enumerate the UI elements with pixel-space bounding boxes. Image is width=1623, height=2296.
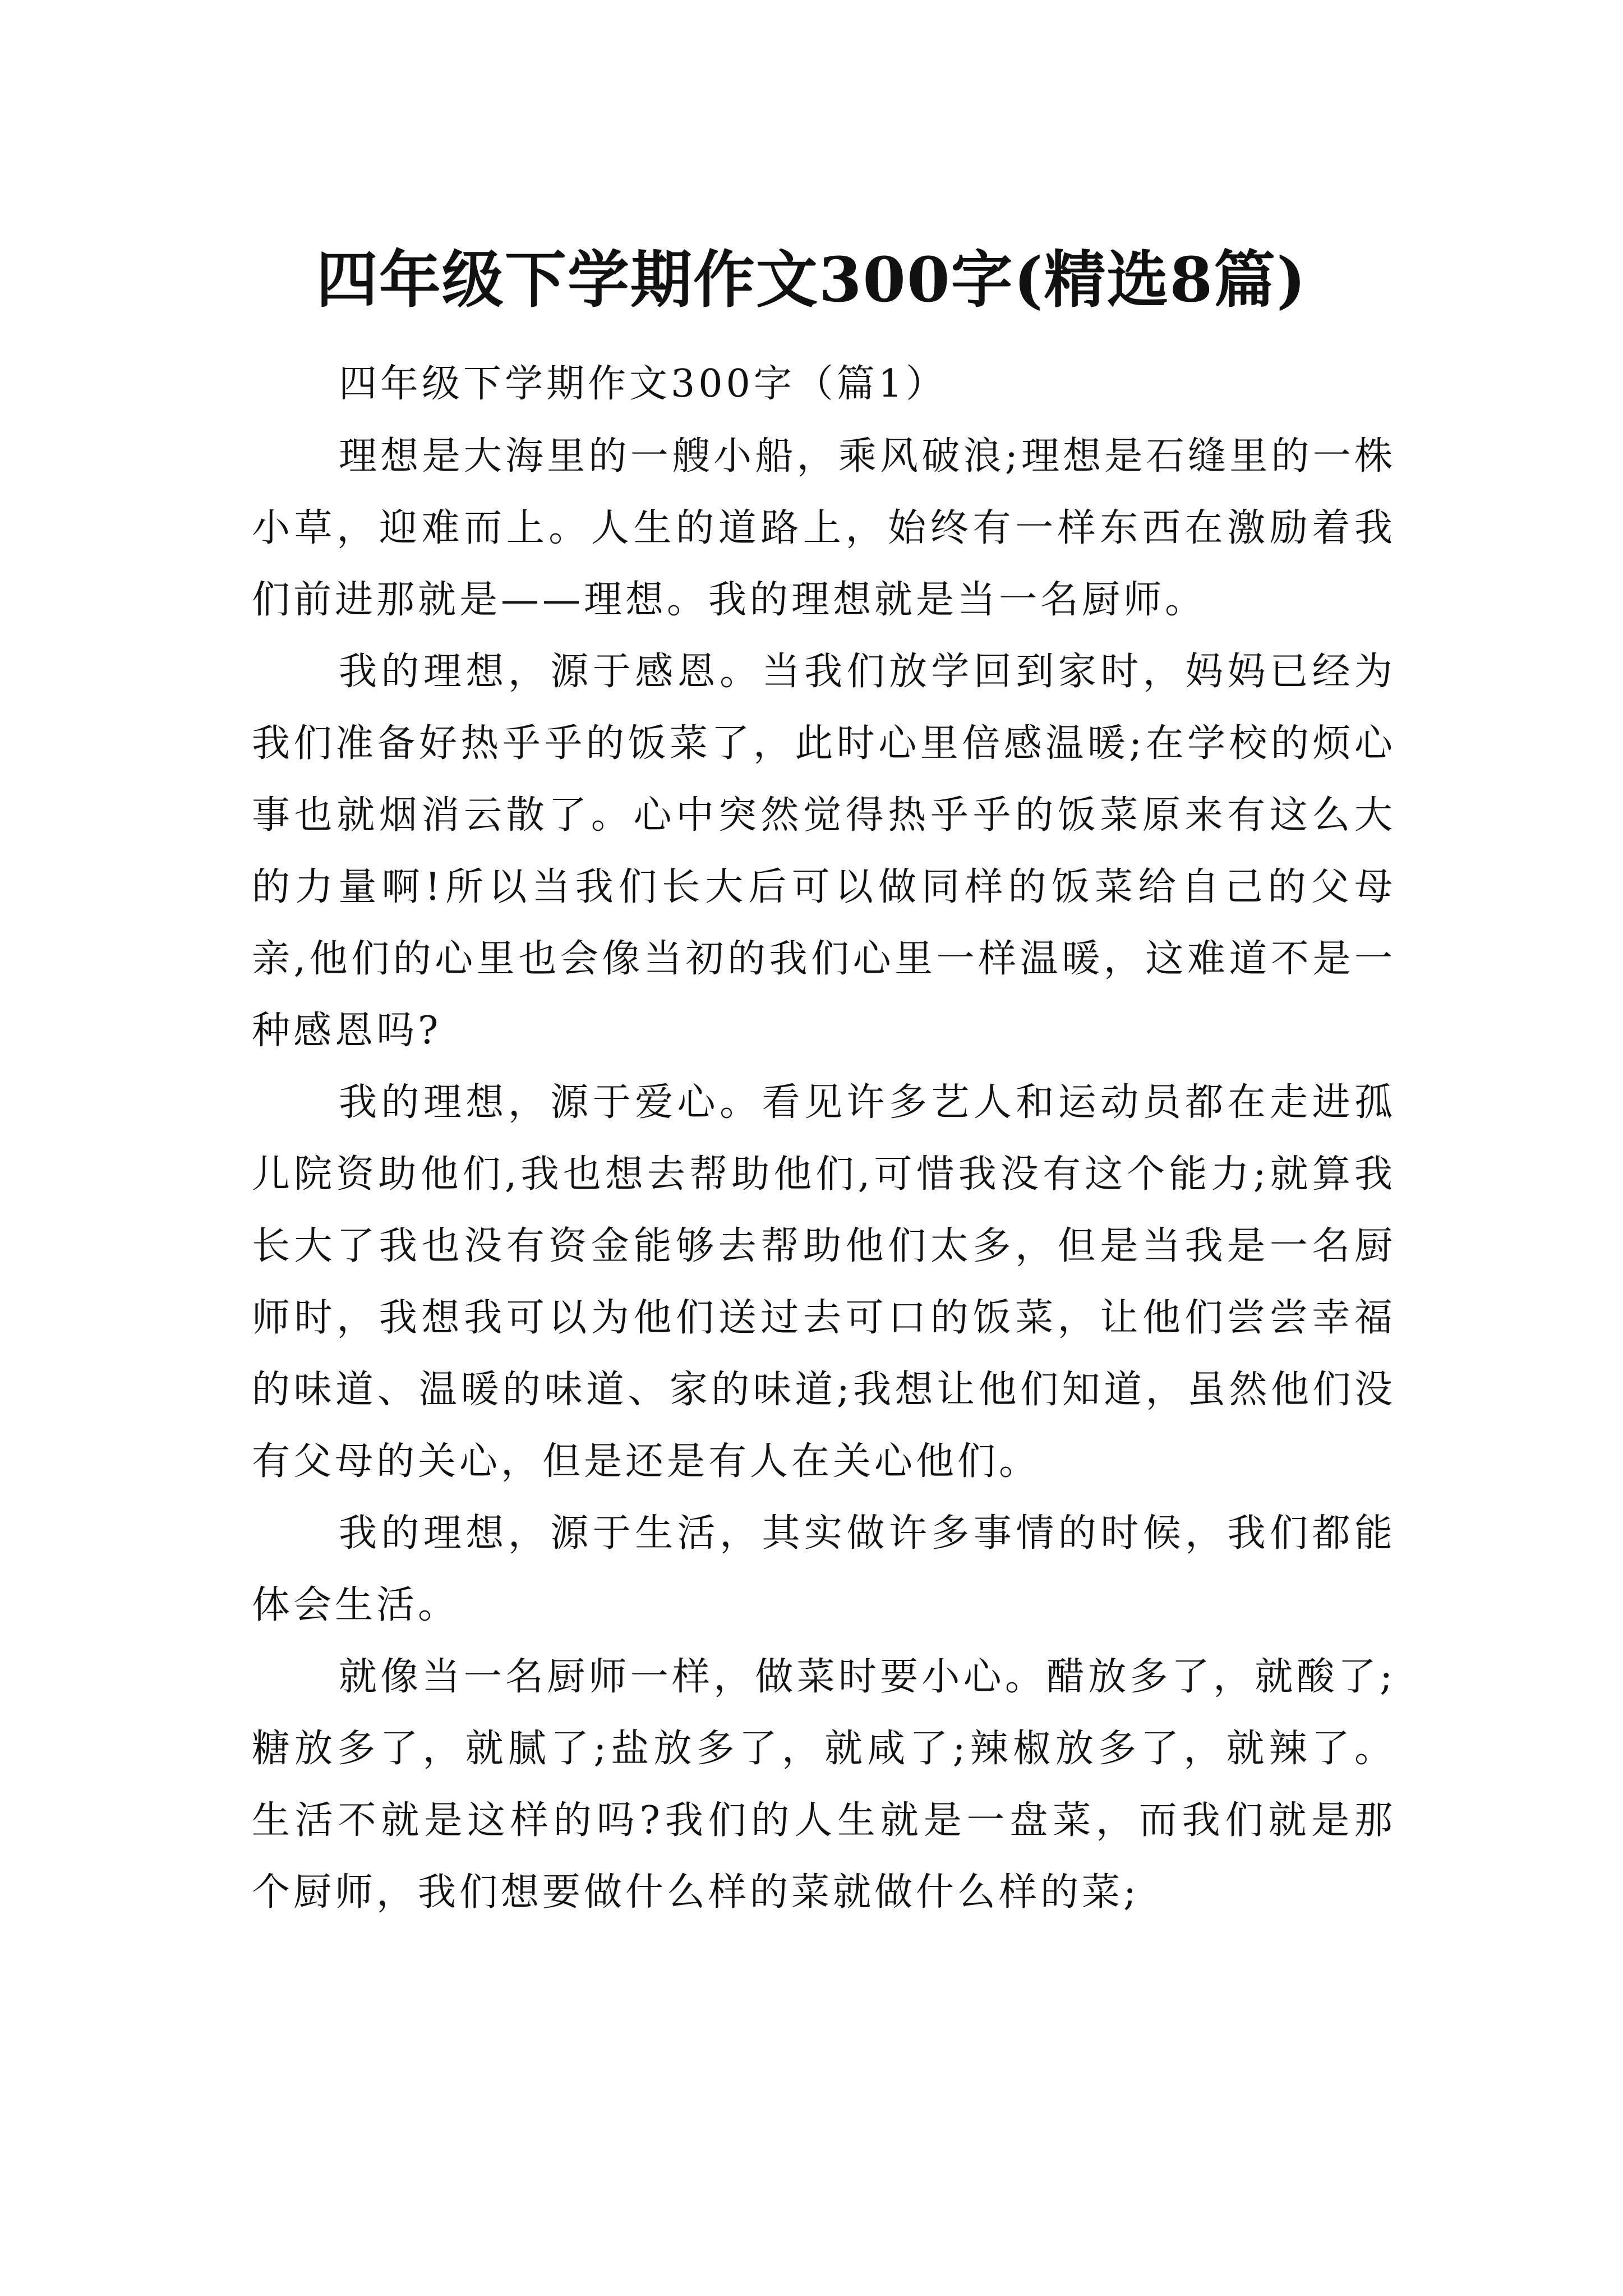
document-body	[252, 348, 1396, 1929]
paragraph-5: 就像当一名厨师一样，做菜时要小心。醋放多了，就酸了;糖放多了，就腻了;盐放多了，就咸了;辣椒放多了，就辣了。生活不就是这样的吗?我们的人生就是一盘菜，而我们就是那个厨师，我们想要做什么样的菜就做什么样的菜;	[252, 1655, 1396, 1915]
paragraph-3: 我的理想，源于爱心。看见许多艺人和运动员都在走进孤儿院资助他们,我也想去帮助他们,可惜我没有这个能力;就算我长大了我也没有资金能够去帮助他们太多，但是当我是一名厨师时，我想我可以为他们送过去可口的饭菜，让他们尝尝幸福的味道、温暖的味道、家的味道;我想让他们知道，虽然他们没有父母的关心，但是还是有人在关心他们。	[252, 1080, 1396, 1484]
section-heading: 四年级下学期作文300字（篇1）	[339, 362, 948, 406]
paragraph-1: 理想是大海里的一艘小船，乘风破浪;理想是石缝里的一株小草，迎难而上。人生的道路上，始终有一样东西在激励着我们前进那就是——理想。我的理想就是当一名厨师。	[252, 434, 1396, 622]
document-title: 四年级下学期作文300字(精选8篇)	[316, 243, 1307, 316]
paragraph-4: 我的理想，源于生活，其实做许多事情的时候，我们都能体会生活。	[252, 1511, 1396, 1627]
paragraph-2: 我的理想，源于感恩。当我们放学回到家时，妈妈已经为我们准备好热乎乎的饭菜了，此时心里倍感温暖;在学校的烦心事也就烟消云散了。心中突然觉得热乎乎的饭菜原来有这么大的力量啊!所以当我们长大后可以做同样的饭菜给自己的父母亲,他们的心里也会像当初的我们心里一样温暖，这难道不是一种感恩吗?	[252, 650, 1396, 1053]
